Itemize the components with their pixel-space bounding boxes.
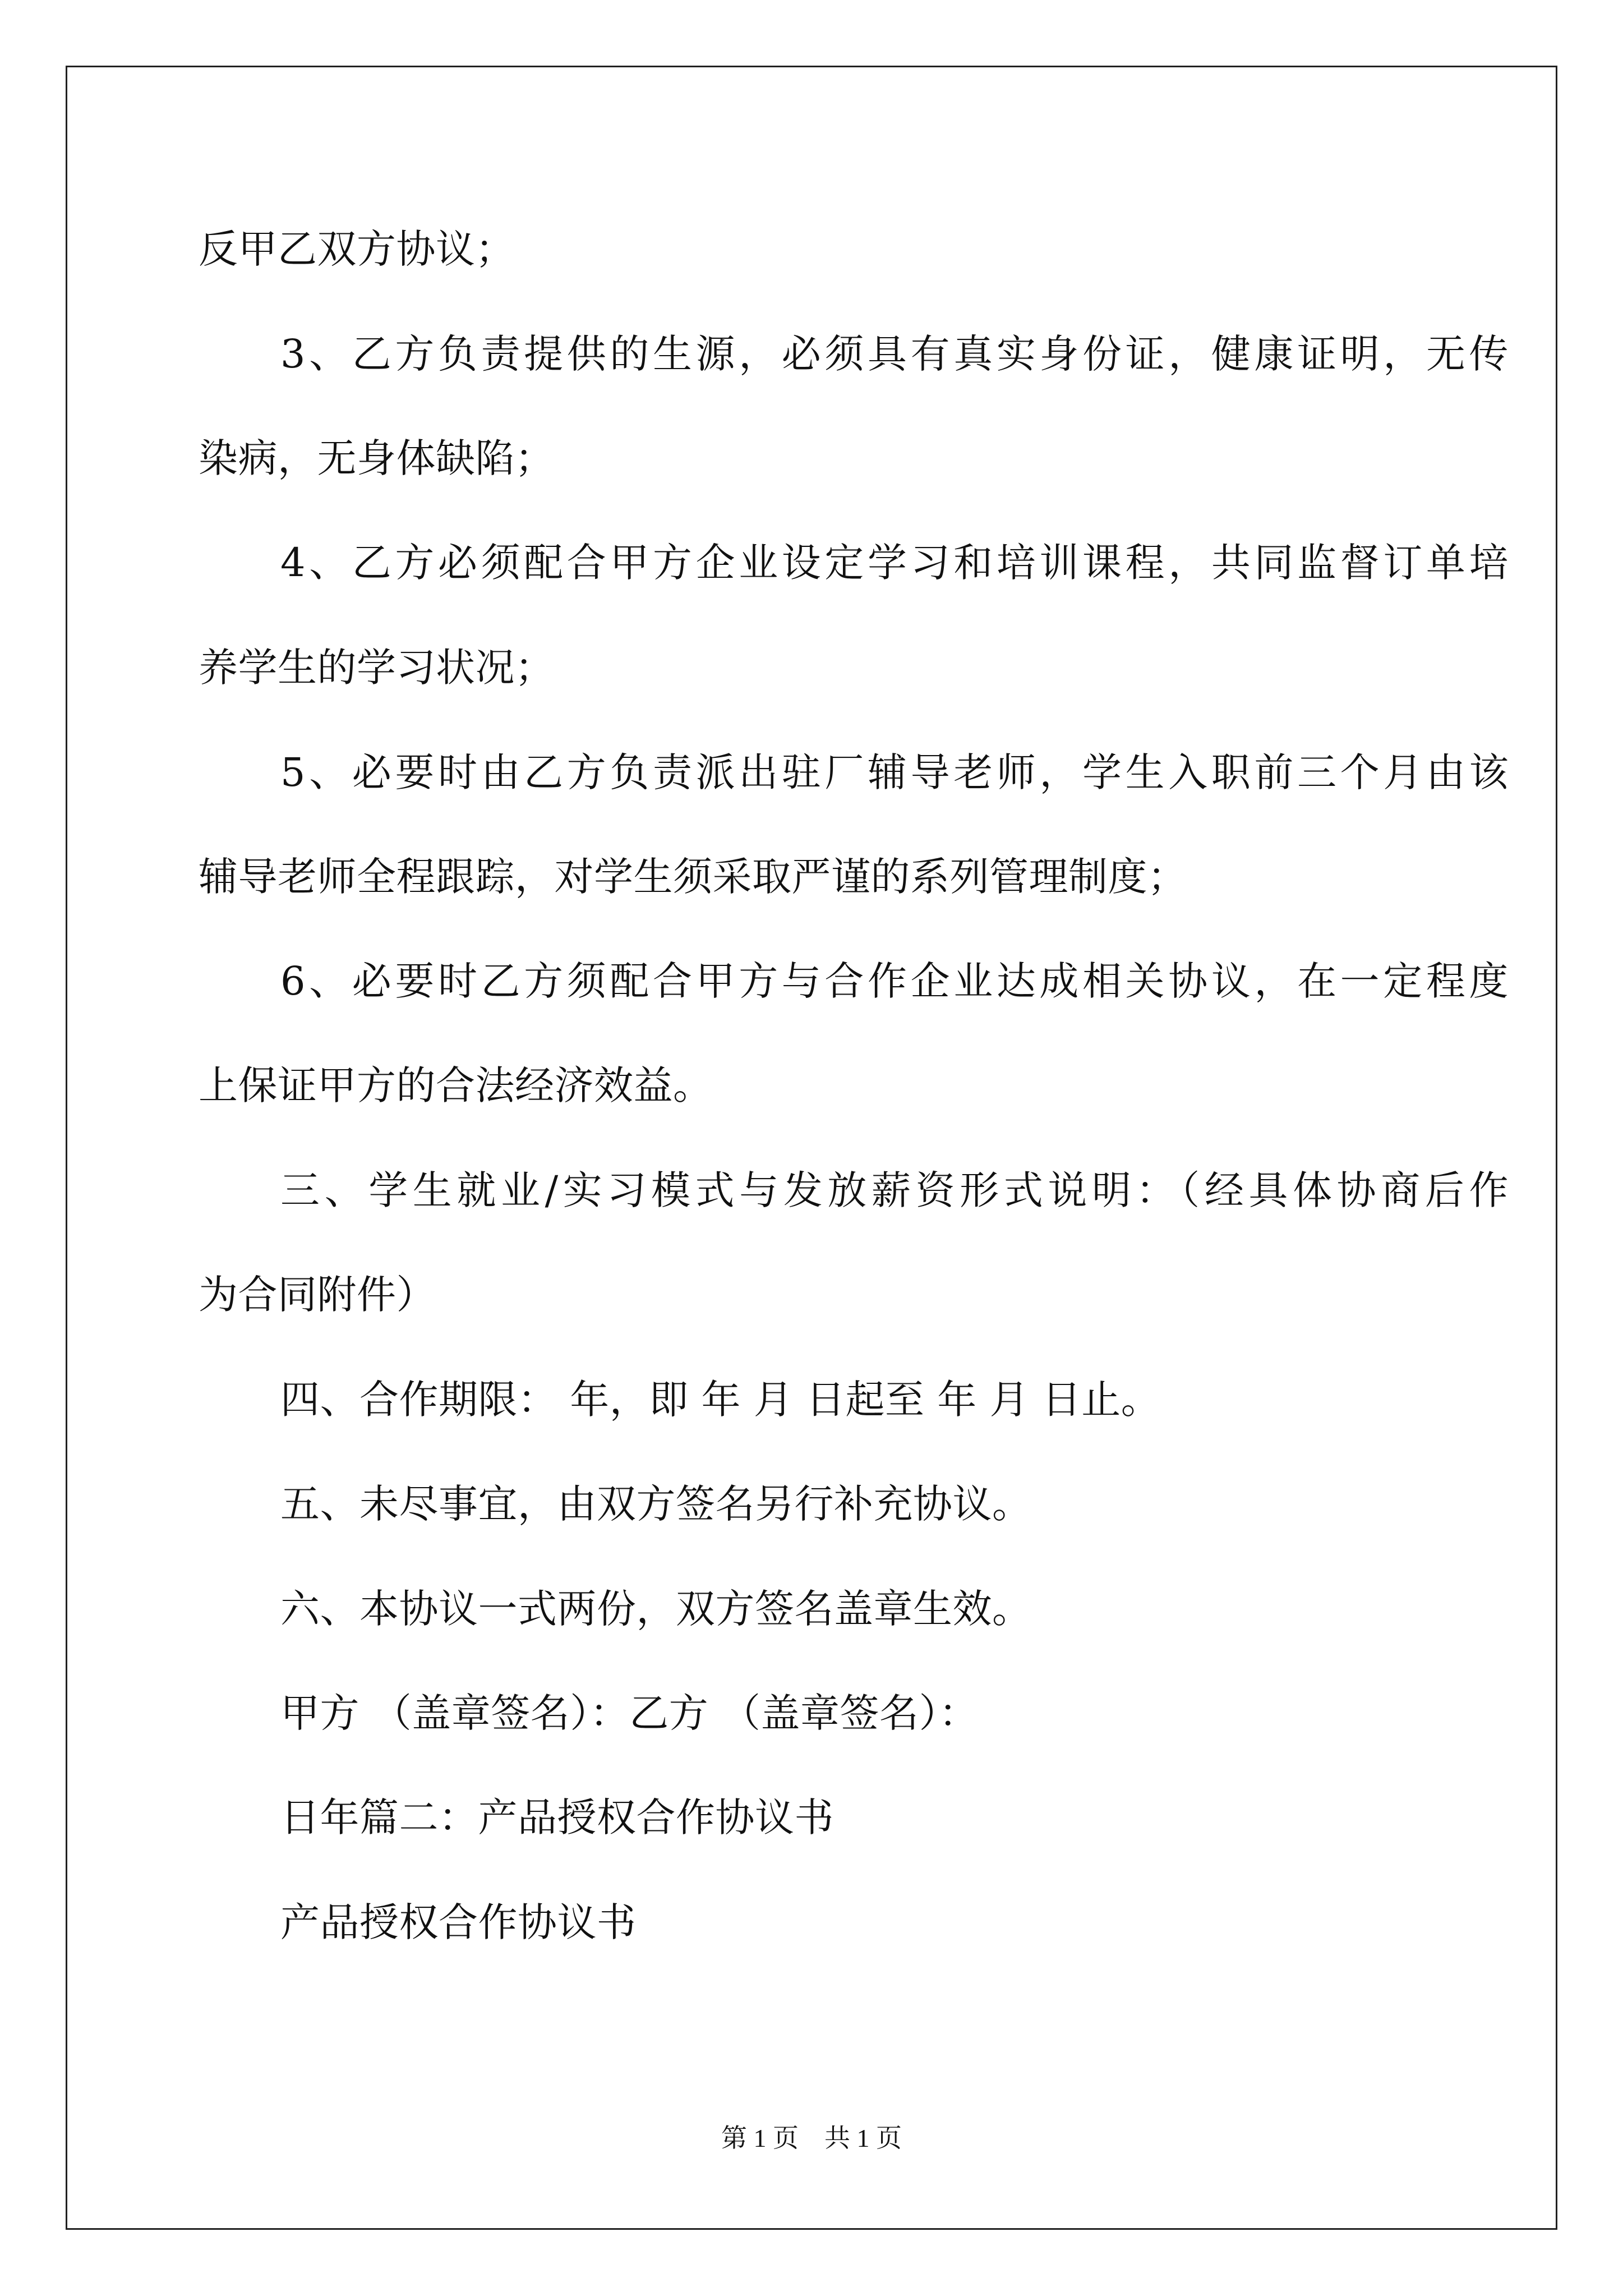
paragraph-line-17: 产品授权合作协议书 [280,1899,637,1945]
paragraph-line-4: 4、乙方必须配合甲方企业设定学习和培训课程，共同监督订单培 [280,540,1509,586]
paragraph-line-12: 四、合作期限： 年，即 年 月 日起至 年 月 日止。 [280,1377,1161,1423]
paragraph-line-2: 3、乙方负责提供的生源，必须具有真实身份证，健康证明，无传 [280,331,1509,377]
paragraph-line-11: 为合同附件） [199,1272,436,1318]
paragraph-line-1: 反甲乙双方协议； [199,226,515,272]
paragraph-line-5: 养学生的学习状况； [199,645,555,691]
paragraph-line-14: 六、本协议一式两份，双方签名盖章生效。 [280,1586,1032,1632]
paragraph-line-15: 甲方 （盖章签名）：乙方 （盖章签名）： [280,1690,979,1736]
paragraph-line-10: 三、学生就业/实习模式与发放薪资形式说明：（经具体协商后作 [280,1167,1509,1213]
paragraph-line-16: 日年篇二：产品授权合作协议书 [280,1795,834,1841]
paragraph-line-9: 上保证甲方的合法经济效益。 [199,1062,713,1108]
paragraph-line-8: 6、必要时乙方须配合甲方与合作企业达成相关协议，在一定程度 [280,958,1509,1004]
page-footer: 第 1 页 共 1 页 [721,2124,902,2152]
paragraph-line-3: 染病，无身体缺陷； [199,435,555,481]
paragraph-line-6: 5、必要时由乙方负责派出驻厂辅导老师，学生入职前三个月由该 [280,749,1509,795]
paragraph-line-13: 五、未尽事宜，由双方签名另行补充协议。 [280,1481,1032,1527]
paragraph-line-7: 辅导老师全程跟踪，对学生须采取严谨的系列管理制度； [199,854,1187,900]
